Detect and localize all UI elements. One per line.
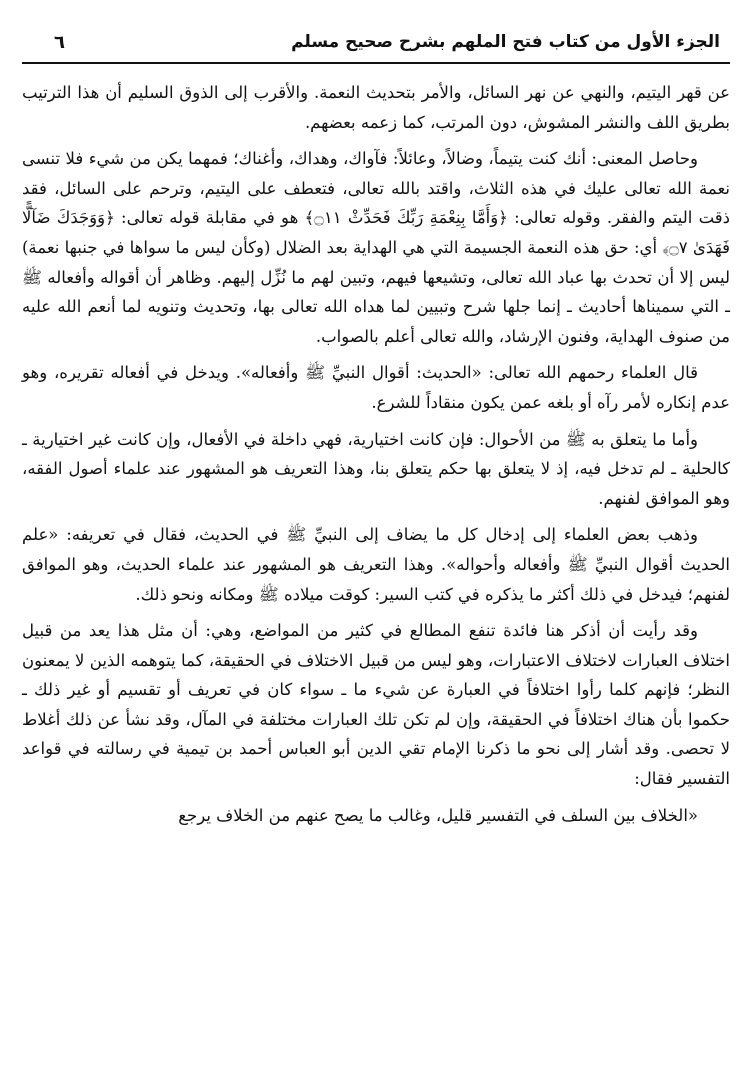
paragraph: «الخلاف بين السلف في التفسير قليل، وغالب ما يصح عنهم من الخلاف يرجع — [178, 805, 698, 825]
paragraph: قال العلماء رحمهم الله تعالى: «الحديث: أقوال النبيِّ ﷺ وأفعاله». ويدخل في أفعاله تقريره، وهو عدم إنكاره لأمر رآه أو بلغه عمن يكون منقاداً للشرع. — [22, 363, 730, 412]
paragraph: وذهب بعض العلماء إلى إدخال كل ما يضاف إلى النبيِّ ﷺ في الحديث، فقال في تعريفه: «علم الحديث أقوال النبيِّ ﷺ وأفعاله وأحواله». وهذا التعريف هو المشهور عند علماء الحديث، وهو الموافق لفنهم؛ فيدخل في ذلك أكثر ما يذكره في كتب السير: كوقت ميلاده ﷺ ومكانه ونحو ذلك. — [22, 525, 730, 604]
page-number: ٦ — [54, 31, 65, 53]
paragraph: عن قهر اليتيم، والنهي عن نهر السائل، والأمر بتحديث النعمة. والأقرب إلى الذوق السليم أن هذا الترتيب بطريق اللف والنشر المشوش، دون المرتب، كما زعمه بعضهم. — [22, 83, 730, 132]
paragraph: وحاصل المعنى: أنك كنت يتيماً، وضالاً، وعائلاً: فآواك، وهداك، وأغناك؛ فمهما يكن من شيء فلا تنسى نعمة الله تعالى عليك في هذه الثلاث، واقتد بالله تعالى، فتعطف على اليتيم، وترحم على السائل، فقد ذقت اليتم والفقر. وقوله تعالى: ﴿وَأَمَّا بِنِعْمَةِ رَبِّكَ فَحَدِّثْ ۝١١﴾ هو في مقابلة قوله تعالى: ﴿وَوَجَدَكَ ضَآلًّا فَهَدَىٰ ۝٧﴾ أي: حق هذه النعمة الجسيمة التي هي الهداية بعد الضلال (وكأن ليس ما سواها في جنبها نعمة) ليس إلا أن تحدث بها عباد الله تعالى، وتشيعها فيهم، وتبين لهم ما نُزِّل إليهم. وظاهر أن أقواله وأفعاله ﷺ ـ التي سميناها أحاديث ـ إنما جلها شرح وتبيين لما هداه الله تعالى بها، وتحديث وتنويه لما أنعم الله عليه من صنوف الهداية، وفنون الإرشاد، والله تعالى أعلم بالصواب. — [22, 149, 731, 346]
running-title: الجزء الأول من كتاب فتح الملهم بشرح صحيح مسلم — [291, 32, 720, 52]
paragraph: وأما ما يتعلق به ﷺ من الأحوال: فإن كانت اختيارية، فهي داخلة في الأفعال، وإن كانت غير اختيارية ـ كالحلية ـ لم تدخل فيه، إذ لا يتعلق بها حكم يتعلق بنا، وهذا التعريف هو المشهور عند علماء أصول الفقه، وهو الموافق لفنهم. — [22, 429, 730, 508]
page — [22, 22, 730, 1082]
running-header — [22, 22, 730, 64]
paragraph: وقد رأيت أن أذكر هنا فائدة تنفع المطالع في كثير من المواضع، وهي: أن مثل هذا يعد من قبيل اختلاف العبارات لاختلاف الاعتبارات، وهو ليس من قبيل الاختلاف في الحقيقة، كما يتوهمه الذين لا يمعنون النظر؛ فإنهم كلما رأوا اختلافاً في العبارة عن شيء ما ـ سواء كان في تعريف أو تقسيم أو غير ذلك ـ حكموا بأن هناك اختلافاً في الحقيقة، وإن لم تكن تلك العبارات مختلفة في المآل، وقد نشأ عن ذلك أغلاط لا تحصى. وقد أشار إلى نحو ما ذكرنا الإمام تقي الدين أبو العباس أحمد بن تيمية في رسالته في قواعد التفسير فقال: — [22, 621, 730, 789]
body-text — [22, 64, 730, 830]
